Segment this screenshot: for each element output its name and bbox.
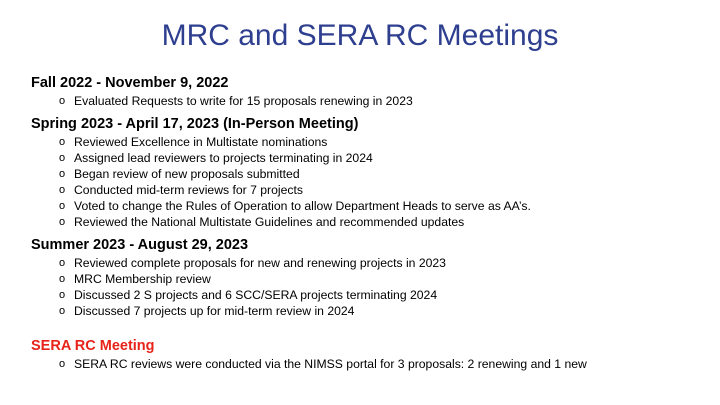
bullet-marker: o [59,358,66,370]
bullet-marker: o [59,152,66,164]
list-item: o Voted to change the Rules of Operation to allow Department Heads to serve as AA’s. [59,199,531,213]
section-fall-2022 [31,74,701,109]
list-item: o Discussed 2 S projects and 6 SCC/SERA projects terminating 2024 [59,288,438,302]
section-sera-rc [31,337,701,372]
list-item: o Assigned lead reviewers to projects terminating in 2024 [59,151,373,165]
bullet-list [31,134,701,230]
bullet-marker: o [59,273,66,285]
bullet-marker: o [59,168,66,180]
list-item: o Reviewed complete proposals for new and renewing projects in 2023 [59,256,446,270]
bullet-marker: o [59,289,66,301]
list-item: o Discussed 7 projects up for mid-term review in 2024 [59,304,355,318]
section-heading: Spring 2023 - April 17, 2023 (In-Person Meeting) [31,116,359,132]
bullet-marker: o [59,136,66,148]
section-heading: Fall 2022 - November 9, 2022 [31,75,229,91]
section-summer-2023 [31,236,701,319]
slide-title: MRC and SERA RC Meetings [161,19,559,52]
section-heading: SERA RC Meeting [31,338,155,354]
bullet-marker: o [59,200,66,212]
bullet-marker: o [59,305,66,317]
bullet-marker: o [59,216,66,228]
bullet-list [31,93,701,109]
list-item: o SERA RC reviews were conducted via the NIMSS portal for 3 proposals: 2 renewing and 1 new [59,357,587,371]
list-item: o Reviewed Excellence in Multistate nominations [59,135,328,149]
list-item: o Conducted mid-term reviews for 7 projects [59,183,303,197]
list-item: o Began review of new proposals submitted [59,167,300,181]
bullet-marker: o [59,95,66,107]
list-item: o MRC Membership review [59,272,211,286]
bullet-list [31,255,701,319]
slide-content [31,74,701,372]
list-item: o Reviewed the National Multistate Guidelines and recommended updates [59,215,465,229]
section-heading: Summer 2023 - August 29, 2023 [31,237,249,253]
bullet-marker: o [59,257,66,269]
bullet-list [31,356,701,372]
bullet-marker: o [59,184,66,196]
list-item: o Evaluated Requests to write for 15 proposals renewing in 2023 [59,94,413,108]
section-spring-2023 [31,115,701,230]
